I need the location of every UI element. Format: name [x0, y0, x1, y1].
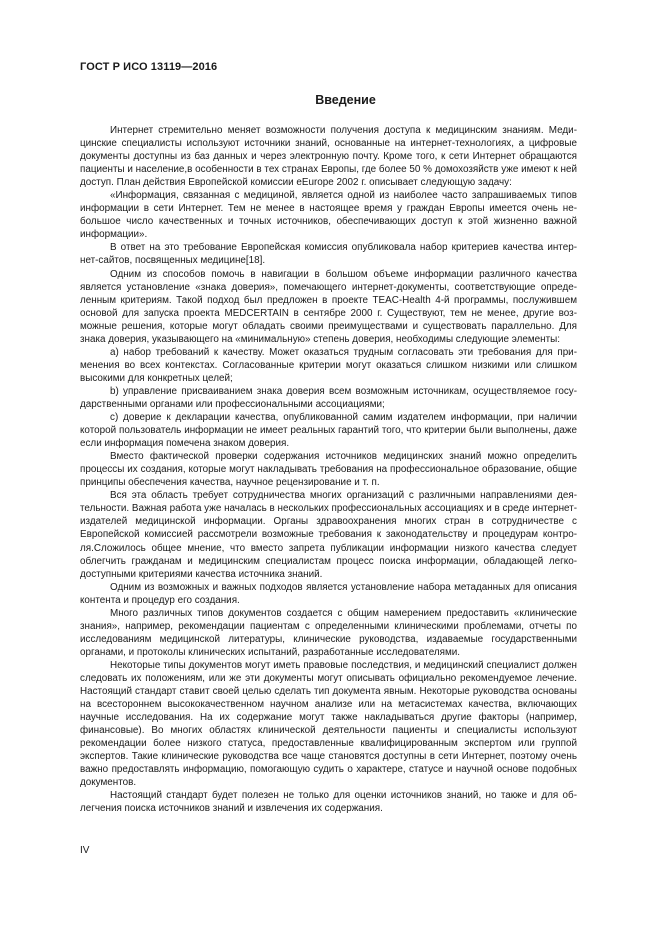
paragraph: Вся эта область требует сотрудничества многих организаций с различными направлениями деятельности. Важная работа уже началась в нескольких профессиональных ассоциациях и в среде интернет-издателей медицинской информации. Органы здравоохранения многих стран в сотрудничестве с Европейской комиссией рассмотрели возможные требования к законодательству и процедурам контроля.Сложилось общее мнение, что вместо запрета публикации информации низкого качества следует облегчить гражданам и медицинским специалистам процесс поиска информации, обладающей легкодоступными критериями качества источника знаний. — [80, 490, 578, 580]
paragraph: Некоторые типы документов могут иметь правовые последствия, и медицинский специалист должен следовать их положениям, или же эти документы могут описывать официально рекомендуемое лечение. Настоящий стандарт ставит своей целью сделать тип документа явным. Некоторые руководства основаны на всестороннем высококачественном научном анализе или на метасистемах качества, включающих научные исследования. На их содержание могут также накладываться другие факторы (например, финансовые). Во многих областях клинической деятельности пациенты и специалисты используют рекомендации более низкого статуса, предоставленные квалифицированным экспертом или группой экспертов. Такие клинические руководства все чаще становятся доступны в сети Интернет, поэтому очень важно предоставлять информацию, помогающую судить о характере, статусе и научной основе подобных документов. — [80, 659, 577, 789]
list-item: b) управление присваиванием знака доверия всем возможным источникам, осуществляемое государственными органами или профессиональными ассоциациями; — [80, 385, 577, 410]
body-text — [80, 124, 577, 815]
paragraph: Вместо фактической проверки содержания источников медицинских знаний можно определить процессы их создания, которые могут накладывать требования на профессиональное образование, общие принципы обеспечения качества, научное рецензирование и т. п. — [80, 451, 577, 489]
paragraph: В ответ на это требование Европейская комиссия опубликовала набор критериев качества интернет-сайтов, посвященных медицине[18]. — [80, 242, 577, 267]
list-item: a) набор требований к качеству. Может оказаться трудным согласовать эти требования для применения во всех контекстах. Согласованные критерии могут оказаться слишком низкими или слишком высокими для конкретных целей; — [80, 346, 577, 384]
paragraph: «Информация, связанная с медициной, является одной из наиболее часто запрашиваемых типов информации в сети Интернет. Тем не менее в настоящее время у граждан Европы имеется очень небольшое число качественных и точных источников, обеспечивающих доступ к этой жизненно важной информации». — [80, 190, 577, 241]
document-code-header: ГОСТ Р ИСО 13119—2016 — [80, 61, 218, 73]
page-number: IV — [80, 845, 90, 856]
paragraph: Настоящий стандарт будет полезен не только для оценки источников знаний, но также и для облегчения поиска источников знаний и извлечения их содержания. — [80, 790, 577, 815]
paragraph: Одним из возможных и важных подходов является установление набора метаданных для описания контента и процедур его создания. — [80, 581, 577, 606]
section-title: Введение — [315, 93, 376, 107]
paragraph: Одним из способов помочь в навигации в большом объеме информации различного качества является установление «знака доверия», помечающего интернет-документы, соответствующие определенным критериям. Такой подход был предложен в проекте TEAC-Health 4-й программы, послужившем основой для запуска проекта MEDCERTAIN в сентябре 2000 г. Существуют, тем не менее, другие возможные решения, которые могут обладать своими преимуществами и существовать параллельно. Для знака доверия, указывающего на «минимальную» степень доверия, необходимы следующие элементы: — [80, 268, 577, 345]
paragraph: Интернет стремительно меняет возможности получения доступа к медицинским знаниям. Медицинские специалисты используют источники знаний, основанные на интернет-технологиях, а цифровые документы доступны из баз данных и через электронную почту. Кроме того, к сети Интернет обращаются пациенты и население,в особенности в тех странах Европы, где более 50 % домохозяйств уже имеют к ней доступ. План действия Европейской комиссии eEurope 2002 г. описывает следующую задачу: — [80, 125, 577, 189]
list-item: c) доверие к декларации качества, опубликованной самим издателем информации, при наличии которой пользователь информации не имеет реальных гарантий того, что критерии были выполнены, даже если информация помечена знаком доверия. — [80, 412, 577, 450]
paragraph: Много различных типов документов создается с общим намерением предоставить «клинические знания», например, рекомендации пациентам с определенными клиническими проблемами, отчеты по исследованиям медицинской литературы, клинические руководства, издаваемые государственными органами, и протоколы клинических испытаний, разработанные исследователями. — [80, 607, 577, 658]
